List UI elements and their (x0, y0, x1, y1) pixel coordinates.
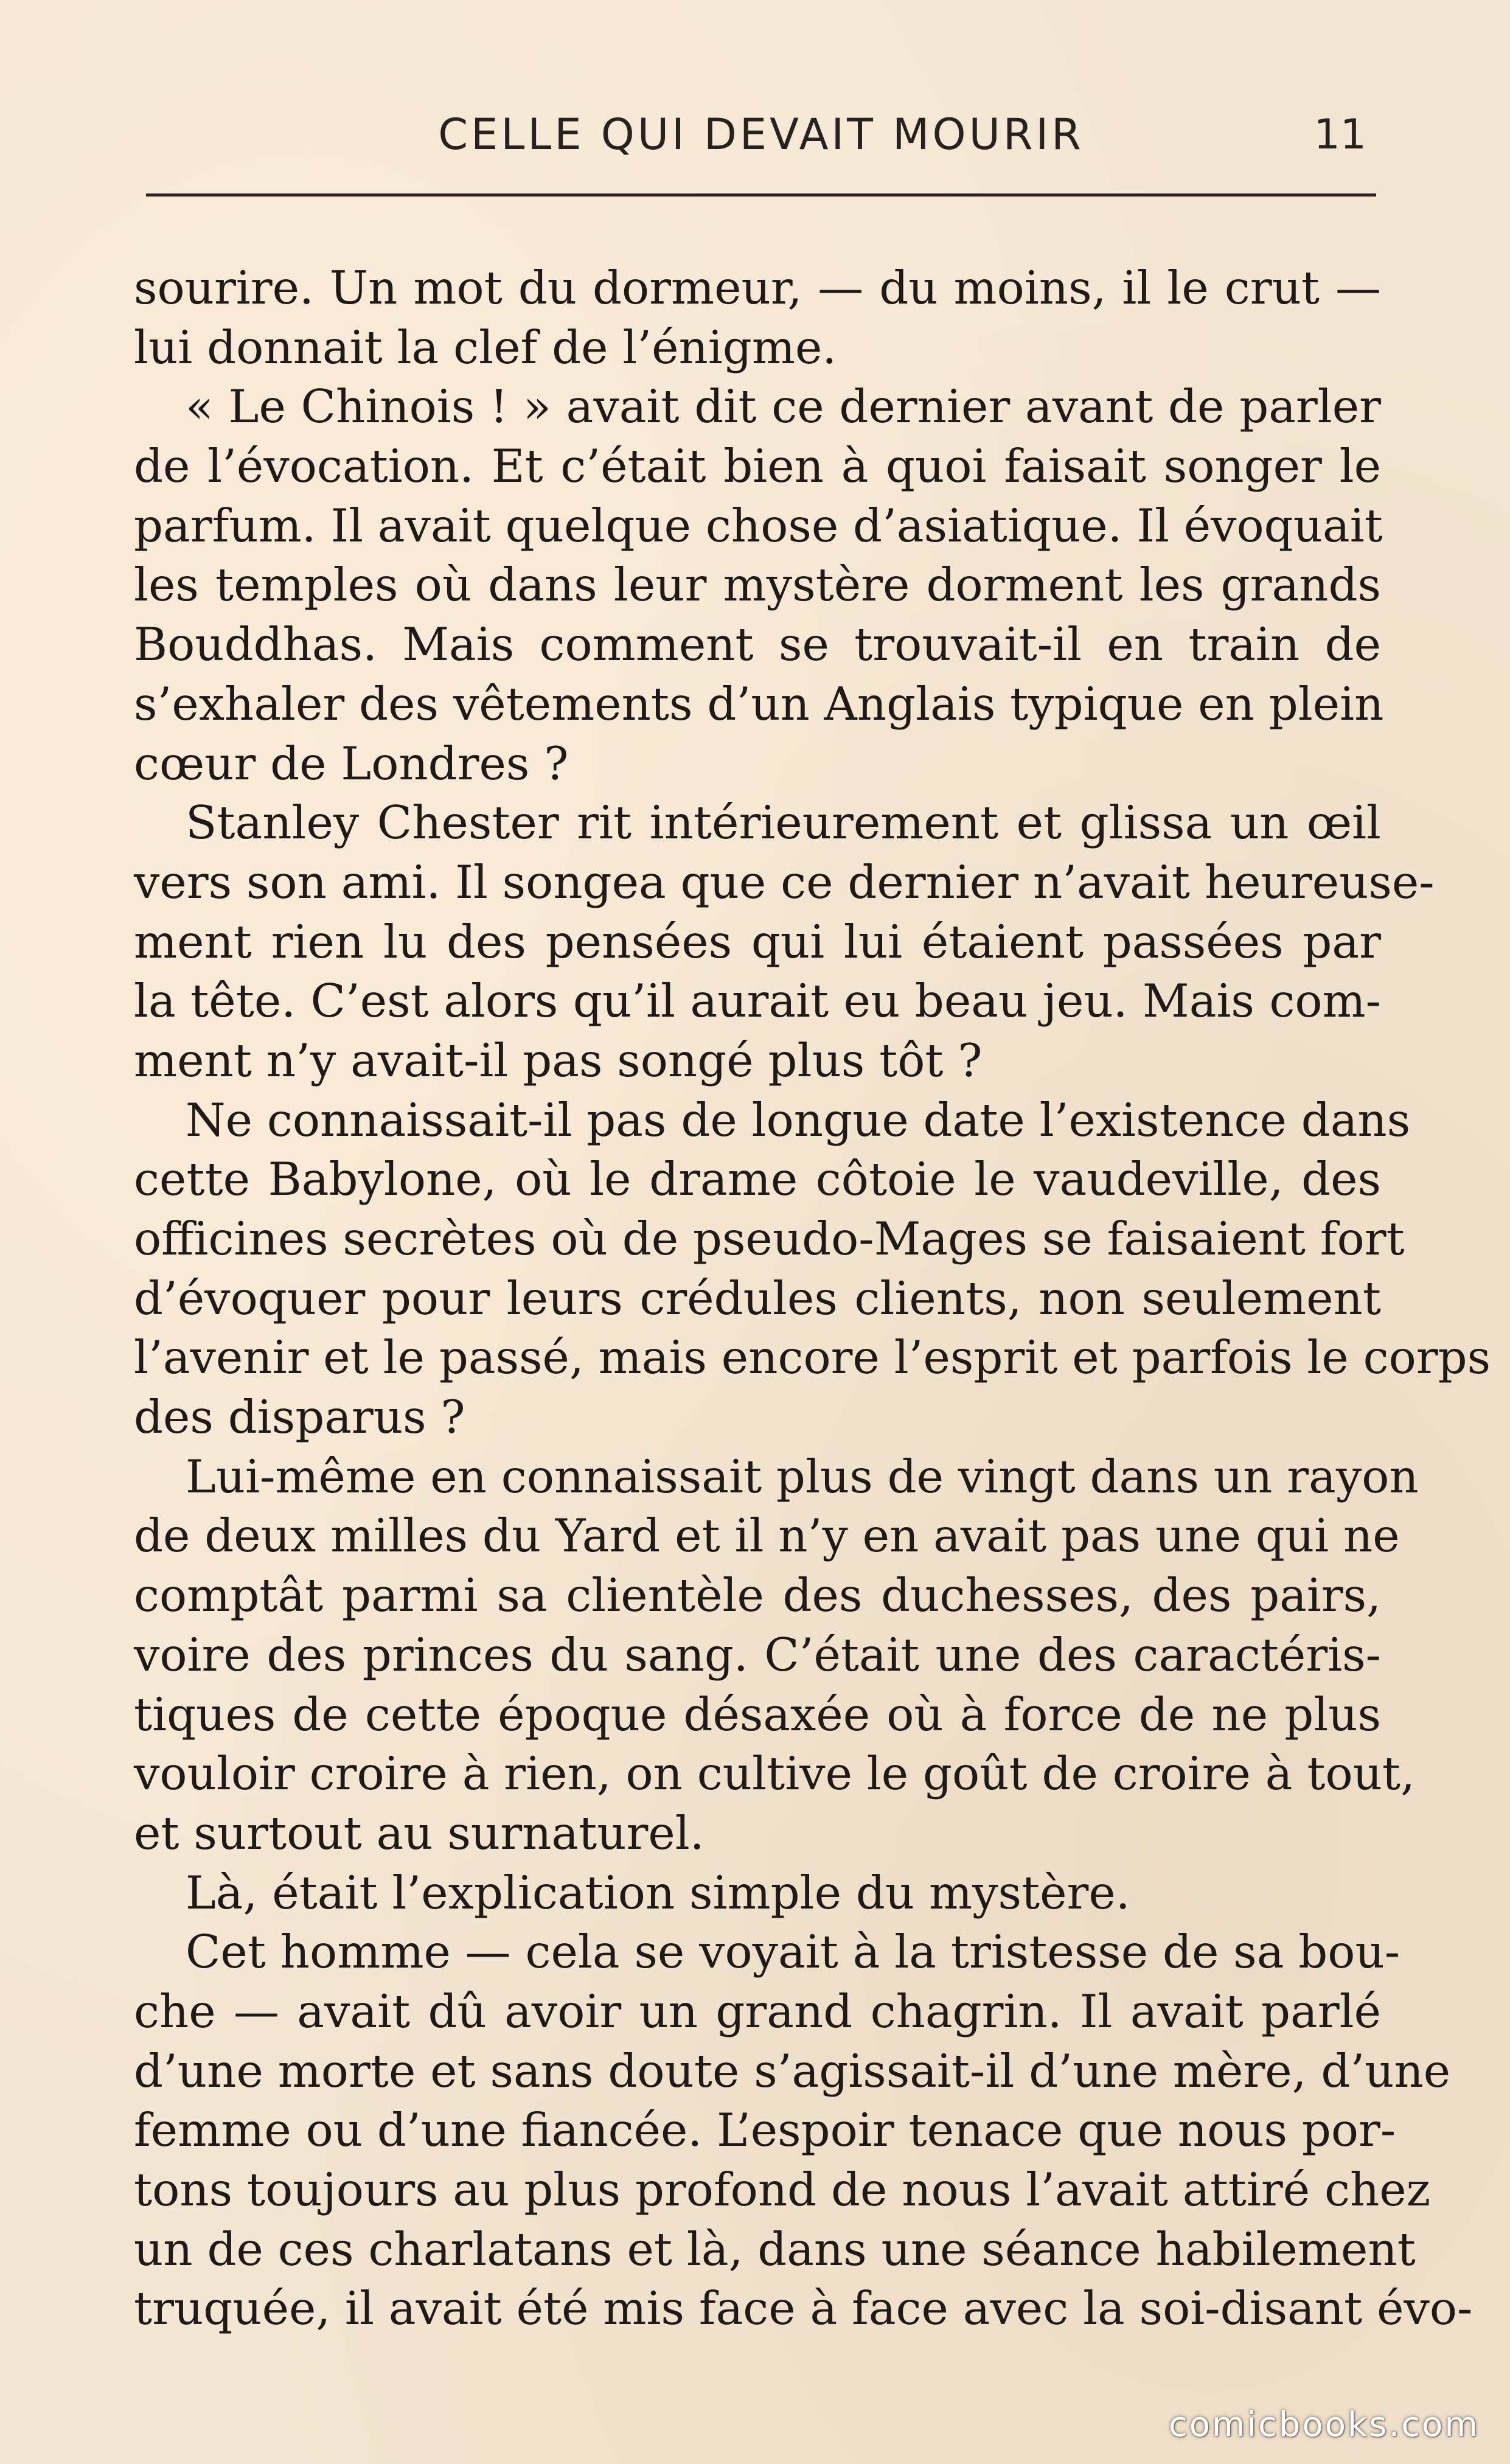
text-line: voire des princes du sang. C’était une des caractéris- (134, 1627, 1381, 1682)
text-line: s’exhaler des vêtements d’un Anglais typique en plein (134, 677, 1384, 731)
page-header (146, 108, 1376, 175)
text-line: tons toujours au plus profond de nous l’avait attiré chez (134, 2163, 1431, 2216)
text-line: des disparus ? (134, 1390, 465, 1444)
text-line: Stanley Chester rit intérieurement et glissa un œil (186, 796, 1381, 850)
text-line: vers son ami. Il songea que ce dernier n’avait heureuse- (134, 855, 1435, 909)
text-line: lui donnait la clef de l’énigme. (134, 320, 837, 374)
text-line: comptât parmi sa clientèle des duchesses, des pairs, (134, 1568, 1381, 1623)
text-line: sourire. Un mot du dormeur, — du moins, il le crut — (134, 261, 1381, 315)
body-text (134, 259, 1491, 2339)
text-line: les temples où dans leur mystère dorment les grands (134, 558, 1381, 612)
page-number: 11 (1313, 111, 1366, 159)
text-line: d’une morte et sans doute s’agissait-il d’une mère, d’une (134, 2044, 1451, 2098)
text-line: l’avenir et le passé, mais encore l’esprit et parfois le corps (134, 1331, 1491, 1385)
text-line: officines secrètes où de pseudo-Mages se faisaient fort (134, 1212, 1405, 1265)
running-title: CELLE QUI DEVAIT MOURIR (438, 110, 1084, 159)
text-line: Bouddhas. Mais comment se trouvait-il en train de (134, 618, 1381, 672)
text-line: vouloir croire à rien, on cultive le goût de croire à tout, (134, 1747, 1415, 1801)
text-line: parfum. Il avait quelque chose d’asiatique. Il évoquait (134, 498, 1383, 552)
text-line: Ne connaissait-il pas de longue date l’existence dans (186, 1093, 1411, 1147)
text-line: femme ou d’une fiancée. L’espoir tenace que nous por- (134, 2103, 1396, 2157)
text-line: d’évoquer pour leurs crédules clients, non seulement (134, 1271, 1381, 1325)
text-line: de l’évocation. Et c’était bien à quoi faisait songer le (134, 439, 1381, 493)
header-rule (146, 193, 1376, 197)
text-line: Cet homme — cela se voyait à la tristesse de sa bou- (186, 1925, 1400, 1979)
text-line: cœur de Londres ? (134, 736, 569, 790)
text-line: che — avait dû avoir un grand chagrin. Il avait parlé (134, 1984, 1381, 2038)
text-line: truquée, il avait été mis face à face avec la soi-disant évo- (134, 2281, 1473, 2336)
text-line: « Le Chinois ! » avait dit ce dernier avant de parler (186, 380, 1381, 434)
text-line: cette Babylone, où le drame côtoie le vaudeville, des (134, 1152, 1381, 1206)
text-line: Lui-même en connaissait plus de vingt dans un rayon (186, 1449, 1419, 1503)
text-line: Là, était l’explication simple du mystère. (186, 1865, 1130, 1919)
watermark: comicbooks.com (1168, 2405, 1480, 2445)
text-line: ment rien lu des pensées qui lui étaient passées par (134, 914, 1381, 969)
text-line: tiques de cette époque désaxée où à force de ne plus (134, 1687, 1381, 1741)
text-line: et surtout au surnaturel. (134, 1806, 705, 1860)
text-line: la tête. C’est alors qu’il aurait eu beau jeu. Mais com- (134, 974, 1381, 1028)
text-line: de deux milles du Yard et il n’y en avait pas une qui ne (134, 1509, 1400, 1563)
text-line: un de ces charlatans et là, dans une séance habilement (134, 2222, 1416, 2276)
text-line: ment n’y avait-il pas songé plus tôt ? (134, 1033, 983, 1087)
